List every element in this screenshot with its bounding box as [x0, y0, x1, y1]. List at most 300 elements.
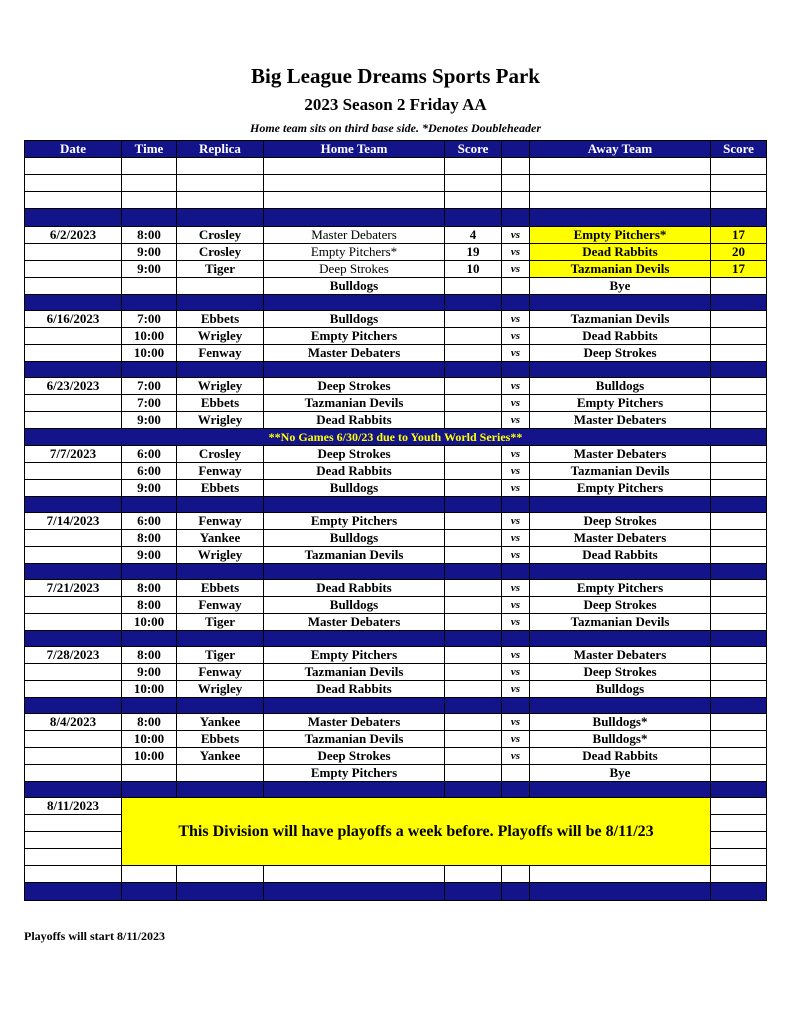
separator-cell [122, 564, 177, 580]
date-cell: 6/23/2023 [25, 378, 122, 395]
separator-cell [264, 497, 445, 513]
game-row [25, 328, 767, 345]
vs-cell: vs [502, 530, 530, 547]
away-score-cell [711, 530, 767, 547]
time-cell: 8:00 [122, 530, 177, 547]
empty-cell [445, 175, 502, 192]
date-cell [25, 597, 122, 614]
separator-cell [25, 631, 122, 647]
away-score-cell [711, 412, 767, 429]
separator-cell [711, 209, 767, 227]
separator-cell [711, 698, 767, 714]
game-row [25, 480, 767, 497]
home-team-cell: Deep Strokes [264, 261, 445, 278]
game-row [25, 261, 767, 278]
schedule-body [25, 158, 767, 901]
separator-cell [264, 362, 445, 378]
playoff-row [25, 798, 767, 815]
replica-cell: Fenway [177, 664, 264, 681]
date-cell [25, 480, 122, 497]
date-cell [25, 664, 122, 681]
home-score-cell [445, 714, 502, 731]
date-cell [25, 278, 122, 295]
no-games-notice: **No Games 6/30/23 due to Youth World Series** [25, 429, 767, 446]
separator-cell [445, 631, 502, 647]
vs-cell: vs [502, 580, 530, 597]
separator-cell [530, 782, 711, 798]
replica-cell: Yankee [177, 748, 264, 765]
away-score-cell [711, 614, 767, 631]
separator-cell [25, 362, 122, 378]
col-vs [502, 141, 530, 158]
replica-cell: Crosley [177, 227, 264, 244]
away-team-cell: Master Debaters [530, 647, 711, 664]
separator-cell [177, 782, 264, 798]
empty-cell [711, 849, 767, 866]
separator-cell [530, 209, 711, 227]
game-row [25, 765, 767, 782]
away-score-cell [711, 395, 767, 412]
empty-cell [445, 158, 502, 175]
date-cell: 7/28/2023 [25, 647, 122, 664]
time-cell: 6:00 [122, 513, 177, 530]
replica-cell: Tiger [177, 647, 264, 664]
away-team-cell: Bye [530, 278, 711, 295]
replica-cell: Tiger [177, 261, 264, 278]
date-cell [25, 463, 122, 480]
empty-row [25, 192, 767, 209]
separator-row [25, 883, 767, 901]
separator-cell [445, 295, 502, 311]
separator-cell [177, 209, 264, 227]
vs-cell: vs [502, 664, 530, 681]
empty-cell [445, 866, 502, 883]
time-cell: 6:00 [122, 463, 177, 480]
home-score-cell [445, 580, 502, 597]
game-row [25, 412, 767, 429]
col-time: Time [122, 141, 177, 158]
vs-cell: vs [502, 731, 530, 748]
col-home-team: Home Team [264, 141, 445, 158]
empty-cell [264, 158, 445, 175]
separator-cell [502, 497, 530, 513]
away-team-cell: Tazmanian Devils [530, 614, 711, 631]
away-score-cell [711, 748, 767, 765]
date-cell [25, 547, 122, 564]
time-cell: 10:00 [122, 748, 177, 765]
replica-cell: Wrigley [177, 378, 264, 395]
empty-cell [264, 192, 445, 209]
separator-row [25, 497, 767, 513]
separator-cell [502, 564, 530, 580]
away-team-cell: Deep Strokes [530, 345, 711, 362]
away-score-cell [711, 547, 767, 564]
time-cell [122, 765, 177, 782]
home-score-cell [445, 278, 502, 295]
home-score-cell: 19 [445, 244, 502, 261]
empty-cell [502, 175, 530, 192]
away-score-cell [711, 664, 767, 681]
col-replica: Replica [177, 141, 264, 158]
home-score-cell [445, 378, 502, 395]
empty-cell [711, 798, 767, 815]
home-team-cell: Empty Pitchers [264, 328, 445, 345]
page-note: Home team sits on third base side. *Denotes Doubleheader [250, 121, 541, 135]
empty-cell [711, 832, 767, 849]
away-team-cell: Tazmanian Devils [530, 463, 711, 480]
home-score-cell [445, 647, 502, 664]
separator-cell [502, 209, 530, 227]
away-team-cell: Tazmanian Devils [530, 311, 711, 328]
home-team-cell: Deep Strokes [264, 446, 445, 463]
home-team-cell: Tazmanian Devils [264, 547, 445, 564]
separator-row [25, 209, 767, 227]
away-team-cell: Master Debaters [530, 446, 711, 463]
separator-cell [711, 631, 767, 647]
home-score-cell [445, 412, 502, 429]
separator-row [25, 362, 767, 378]
home-team-cell: Bulldogs [264, 597, 445, 614]
away-team-cell: Dead Rabbits [530, 748, 711, 765]
separator-row [25, 631, 767, 647]
game-row [25, 681, 767, 698]
separator-row [25, 782, 767, 798]
separator-cell [122, 631, 177, 647]
separator-cell [122, 782, 177, 798]
separator-cell [264, 295, 445, 311]
time-cell: 9:00 [122, 412, 177, 429]
date-cell: 6/2/2023 [25, 227, 122, 244]
empty-cell [25, 175, 122, 192]
home-score-cell: 4 [445, 227, 502, 244]
empty-cell [502, 158, 530, 175]
separator-cell [445, 497, 502, 513]
time-cell: 9:00 [122, 261, 177, 278]
empty-cell [122, 175, 177, 192]
home-score-cell [445, 311, 502, 328]
home-score-cell [445, 480, 502, 497]
game-row [25, 311, 767, 328]
away-score-cell [711, 278, 767, 295]
separator-cell [25, 698, 122, 714]
replica-cell: Yankee [177, 714, 264, 731]
separator-cell [122, 883, 177, 901]
replica-cell: Wrigley [177, 547, 264, 564]
separator-cell [530, 883, 711, 901]
game-row [25, 227, 767, 244]
home-score-cell: 10 [445, 261, 502, 278]
time-cell: 10:00 [122, 328, 177, 345]
game-row [25, 647, 767, 664]
separator-cell [711, 295, 767, 311]
empty-row [25, 175, 767, 192]
home-score-cell [445, 513, 502, 530]
empty-row [25, 158, 767, 175]
away-score-cell: 17 [711, 227, 767, 244]
date-cell [25, 244, 122, 261]
footer-note: Playoffs will start 8/11/2023 [24, 929, 165, 943]
date-cell [25, 530, 122, 547]
date-cell [25, 395, 122, 412]
separator-cell [25, 782, 122, 798]
vs-cell: vs [502, 446, 530, 463]
empty-cell [122, 158, 177, 175]
separator-cell [25, 295, 122, 311]
separator-cell [264, 698, 445, 714]
home-score-cell [445, 328, 502, 345]
time-cell: 10:00 [122, 614, 177, 631]
vs-cell: vs [502, 244, 530, 261]
separator-cell [177, 883, 264, 901]
home-team-cell: Dead Rabbits [264, 580, 445, 597]
vs-cell: vs [502, 412, 530, 429]
separator-cell [530, 564, 711, 580]
date-cell [25, 765, 122, 782]
separator-cell [177, 698, 264, 714]
separator-row [25, 564, 767, 580]
separator-cell [25, 209, 122, 227]
away-score-cell [711, 513, 767, 530]
date-cell: 7/21/2023 [25, 580, 122, 597]
away-score-cell [711, 731, 767, 748]
home-team-cell: Bulldogs [264, 311, 445, 328]
separator-cell [502, 362, 530, 378]
away-team-cell: Master Debaters [530, 530, 711, 547]
home-team-cell: Deep Strokes [264, 748, 445, 765]
away-score-cell [711, 328, 767, 345]
replica-cell [177, 765, 264, 782]
empty-cell [25, 158, 122, 175]
separator-cell [445, 209, 502, 227]
replica-cell [177, 278, 264, 295]
separator-cell [445, 883, 502, 901]
game-row [25, 530, 767, 547]
home-team-cell: Dead Rabbits [264, 681, 445, 698]
separator-cell [122, 362, 177, 378]
page-subtitle: 2023 Season 2 Friday AA [304, 95, 487, 114]
game-row [25, 378, 767, 395]
empty-cell [264, 175, 445, 192]
game-row [25, 731, 767, 748]
away-score-cell [711, 480, 767, 497]
schedule-table [24, 140, 767, 901]
separator-cell [711, 564, 767, 580]
game-row [25, 664, 767, 681]
date-cell [25, 261, 122, 278]
separator-cell [711, 497, 767, 513]
separator-cell [530, 295, 711, 311]
page-title: Big League Dreams Sports Park [251, 64, 540, 88]
empty-cell [711, 192, 767, 209]
away-score-cell: 17 [711, 261, 767, 278]
home-score-cell [445, 765, 502, 782]
empty-cell [122, 192, 177, 209]
away-score-cell [711, 463, 767, 480]
vs-cell [502, 765, 530, 782]
separator-cell [264, 209, 445, 227]
away-team-cell: Empty Pitchers [530, 395, 711, 412]
away-score-cell [711, 311, 767, 328]
separator-cell [502, 782, 530, 798]
away-team-cell: Tazmanian Devils [530, 261, 711, 278]
empty-cell [25, 866, 122, 883]
replica-cell: Yankee [177, 530, 264, 547]
date-cell [25, 849, 122, 866]
separator-cell [177, 295, 264, 311]
separator-cell [445, 698, 502, 714]
away-team-cell: Deep Strokes [530, 597, 711, 614]
empty-cell [122, 866, 177, 883]
separator-cell [502, 631, 530, 647]
empty-cell [177, 158, 264, 175]
time-cell: 8:00 [122, 647, 177, 664]
home-team-cell: Bulldogs [264, 530, 445, 547]
time-cell: 9:00 [122, 664, 177, 681]
separator-cell [122, 209, 177, 227]
game-row [25, 580, 767, 597]
empty-cell [502, 866, 530, 883]
game-row [25, 748, 767, 765]
home-score-cell [445, 463, 502, 480]
away-score-cell [711, 765, 767, 782]
home-team-cell: Tazmanian Devils [264, 664, 445, 681]
separator-cell [530, 698, 711, 714]
replica-cell: Wrigley [177, 412, 264, 429]
home-score-cell [445, 446, 502, 463]
replica-cell: Ebbets [177, 395, 264, 412]
separator-cell [530, 362, 711, 378]
vs-cell: vs [502, 311, 530, 328]
replica-cell: Crosley [177, 244, 264, 261]
home-team-cell: Master Debaters [264, 714, 445, 731]
home-score-cell [445, 345, 502, 362]
home-team-cell: Tazmanian Devils [264, 731, 445, 748]
separator-cell [502, 883, 530, 901]
home-team-cell: Tazmanian Devils [264, 395, 445, 412]
replica-cell: Tiger [177, 614, 264, 631]
date-cell [25, 328, 122, 345]
away-score-cell [711, 446, 767, 463]
separator-cell [445, 564, 502, 580]
empty-cell [711, 866, 767, 883]
date-cell [25, 815, 122, 832]
game-row [25, 614, 767, 631]
game-row [25, 547, 767, 564]
home-score-cell [445, 614, 502, 631]
away-team-cell: Deep Strokes [530, 664, 711, 681]
separator-cell [502, 295, 530, 311]
separator-cell [711, 883, 767, 901]
vs-cell: vs [502, 463, 530, 480]
away-team-cell: Master Debaters [530, 412, 711, 429]
empty-row [25, 866, 767, 883]
replica-cell: Fenway [177, 463, 264, 480]
away-team-cell: Empty Pitchers [530, 580, 711, 597]
vs-cell: vs [502, 647, 530, 664]
time-cell: 7:00 [122, 378, 177, 395]
date-cell [25, 731, 122, 748]
replica-cell: Ebbets [177, 580, 264, 597]
home-team-cell: Empty Pitchers [264, 513, 445, 530]
vs-cell: vs [502, 714, 530, 731]
away-score-cell [711, 597, 767, 614]
separator-cell [25, 564, 122, 580]
separator-cell [122, 497, 177, 513]
col-date: Date [25, 141, 122, 158]
empty-cell [711, 815, 767, 832]
home-team-cell: Deep Strokes [264, 378, 445, 395]
away-team-cell: Bye [530, 765, 711, 782]
game-row [25, 513, 767, 530]
date-cell: 8/11/2023 [25, 798, 122, 815]
home-score-cell [445, 597, 502, 614]
col-away-team: Away Team [530, 141, 711, 158]
separator-cell [177, 564, 264, 580]
time-cell: 10:00 [122, 731, 177, 748]
date-cell: 8/4/2023 [25, 714, 122, 731]
away-team-cell: Bulldogs [530, 681, 711, 698]
vs-cell: vs [502, 480, 530, 497]
home-score-cell [445, 731, 502, 748]
separator-cell [445, 362, 502, 378]
vs-cell: vs [502, 681, 530, 698]
away-score-cell [711, 681, 767, 698]
date-cell [25, 345, 122, 362]
home-score-cell [445, 748, 502, 765]
separator-cell [711, 782, 767, 798]
vs-cell: vs [502, 547, 530, 564]
away-score-cell [711, 345, 767, 362]
replica-cell: Ebbets [177, 311, 264, 328]
home-team-cell: Empty Pitchers [264, 765, 445, 782]
vs-cell: vs [502, 261, 530, 278]
away-team-cell: Dead Rabbits [530, 547, 711, 564]
away-score-cell [711, 378, 767, 395]
separator-cell [445, 782, 502, 798]
date-cell [25, 412, 122, 429]
away-score-cell [711, 647, 767, 664]
date-cell: 7/7/2023 [25, 446, 122, 463]
replica-cell: Fenway [177, 345, 264, 362]
vs-cell: vs [502, 395, 530, 412]
time-cell: 8:00 [122, 580, 177, 597]
replica-cell: Fenway [177, 597, 264, 614]
time-cell: 10:00 [122, 345, 177, 362]
time-cell: 7:00 [122, 395, 177, 412]
home-team-cell: Master Debaters [264, 227, 445, 244]
home-team-cell: Empty Pitchers [264, 647, 445, 664]
vs-cell: vs [502, 597, 530, 614]
replica-cell: Wrigley [177, 681, 264, 698]
away-score-cell [711, 714, 767, 731]
vs-cell: vs [502, 378, 530, 395]
away-score-cell [711, 580, 767, 597]
empty-cell [264, 866, 445, 883]
time-cell: 9:00 [122, 480, 177, 497]
away-team-cell: Bulldogs* [530, 714, 711, 731]
away-team-cell: Dead Rabbits [530, 328, 711, 345]
separator-cell [25, 883, 122, 901]
date-cell: 7/14/2023 [25, 513, 122, 530]
game-row [25, 446, 767, 463]
empty-cell [25, 192, 122, 209]
home-score-cell [445, 664, 502, 681]
vs-cell: vs [502, 328, 530, 345]
home-score-cell [445, 547, 502, 564]
away-team-cell: Bulldogs* [530, 731, 711, 748]
empty-cell [530, 866, 711, 883]
date-cell: 6/16/2023 [25, 311, 122, 328]
